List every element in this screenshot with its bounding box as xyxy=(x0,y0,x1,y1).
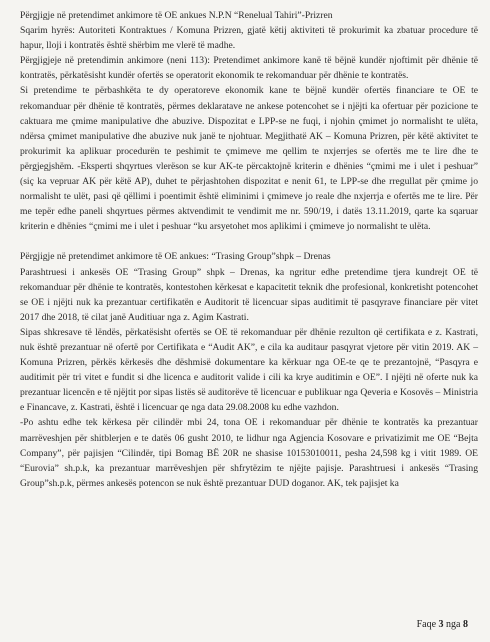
document-body xyxy=(20,8,478,491)
page-number-total: 8 xyxy=(463,619,468,630)
paragraph-cylinder-claim: -Po ashtu edhe tek kërkesa për cilindër mbi 24, tona OE i rekomanduar për dhënie te kontratës ka prezantuar marrëveshjen për shitblerjen e te datës 06 gusht 2010, te lidhur nga Agjencia Kosovare e privatizimit me OE “Bejta Company”, për pajisjen “Cilindër, tipi Bomag BË 20R ne shasise 10153010011, pesha 24,598 kg i vitit 1989. OE “Eurovia” sh.p.k, ka prezantuar marrëveshjen për shfrytëzim te njëjte pajisje. Parashtruesi i ankesës “Trasing Group”sh.p.k, përmes ankesës potencon se nuk është prezantuar DUD doganor. AK, tek pajisjet ka xyxy=(20,417,478,489)
paragraph-price-claims: Si pretendime te përbashkëta te dy operatoreve ekonomik kane te bëjnë kundër ofertës financiare te OE te rekomanduar për dhënie të kontratës, përmes deklaratave ne ankese potencohet se i njëjti ka ofertuar për pozicione te caktuara me çmime manipulative dhe abuzive. Dispozitat e LPP-se ne fuqi, i njohin çmimet jo normalisht te ulëta, ndërsa çmimet manipulative dhe abuzive nuk janë te njohtuar. Megjithatë AK – Komuna Prizren, për këtë aktivitet te prokurimit ka aplikuar procedurën te peshimit te çmimeve me qellim te nxjerrjes se ofertës me te lire dhe te përgjegjshëm. -Eksperti shqyrtues vlerëson se kur AK-te përcaktojnë kriterin e dhënies “çmimi me i ulet i peshuar” (siç ka vepruar AK për këtë AP), duhet te përjashtohen dispozitat e nenit 61, te LPP-se dhe rregullat për çmime jo normalisht te ulët, pasi që qëllimi i poentimit është eliminimi i çmimeve jo reale dhe nxjerrja e ofertës me te lire. Për me tepër edhe paneli shqyrtues përmes aktvendimit te vendimit me nr. 590/19, i datës 13.11.2019, qarte ka sqaruar kriterin e dhënies “çmimi me i ulet i peshuar “ku arsyetohet mos aplikimi i çmimeve jo normalisht te ulëta. xyxy=(20,85,478,233)
paragraph-auditor-findings: Sipas shkresave të lëndës, përkatësisht ofertës se OE të rekomanduar për dhënie rezulton që certifikata e z. Kastrati, nuk është prezantuar në ofertë por Certifikata e “Audit AK”, e cila ka auditaur pasqyrat vjetore për vitin 2019. AK – Komuna Prizren, përkës kërkesës dhe dëshmisë dokumentare ka kërkuar nga OE-te qe te prezantojnë, “Pasqyra e auditimit për tri vitet e fundit si dhe licenca e auditorit valide i cili ka krye auditimin e OE”. I njëjti në oferte nuk ka prezantuar licencën e të njëjtit por sipas listës së auditorëve të licencuar e publikuar nga Qeveria e Kosovës – Ministria e Financave, z. Kastrati, është i licencuar qe nga data 29.08.2008 ku edhe vazhdon. xyxy=(20,326,478,414)
section-heading-renelual: Përgjigje në pretendimet ankimore të OE ankues N.P.N “Renelual Tahiri”-Prizren xyxy=(20,10,333,21)
paragraph-auditor-claim: Parashtruesi i ankesës OE “Trasing Group” shpk – Drenas, ka ngritur edhe pretendime tjera kundrejt OE të rekomanduar për dhënie te kontratës, kontestohen kërkesat e kapacitetit teknik dhe profesional, konkretisht potencohet se OE i njëjti nuk ka prezantuar certifikatën e Auditorit të licencuar sipas auditimit të pasqyrave financiare për vitet 2017 dhe 2018, të cilat janë Auditiuar nga z. Agim Kastrati. xyxy=(20,266,478,323)
page-number-middle: nga xyxy=(443,619,463,630)
paragraph-intro: Sqarim hyrës: Autoriteti Kontraktues / Komuna Prizren, gjatë këtij aktiviteti të prokurimit ka zbatuar procedure të hapur, lloji i kontratës është shërbim me vlerë të madhe. xyxy=(20,25,478,52)
page-number-prefix: Faqe xyxy=(416,619,439,630)
page-number-current: 3 xyxy=(438,619,444,630)
section-heading-trasing: Përgjigje në pretendimet ankimore të OE ankues: “Trasing Group”shpk – Drenas xyxy=(20,251,331,263)
section-spacer xyxy=(20,234,478,249)
paragraph-article-113: Përgjigjeje në pretendimin ankimore (neni 113): Pretendimet ankimore kanë të bëjnë kundër njoftimit për dhënie të kontratës, përkatësisht kundër ofertës se operatorit ekonomik te rekomanduar për dhënie te kontratës. xyxy=(20,55,478,82)
page-number xyxy=(417,619,468,630)
